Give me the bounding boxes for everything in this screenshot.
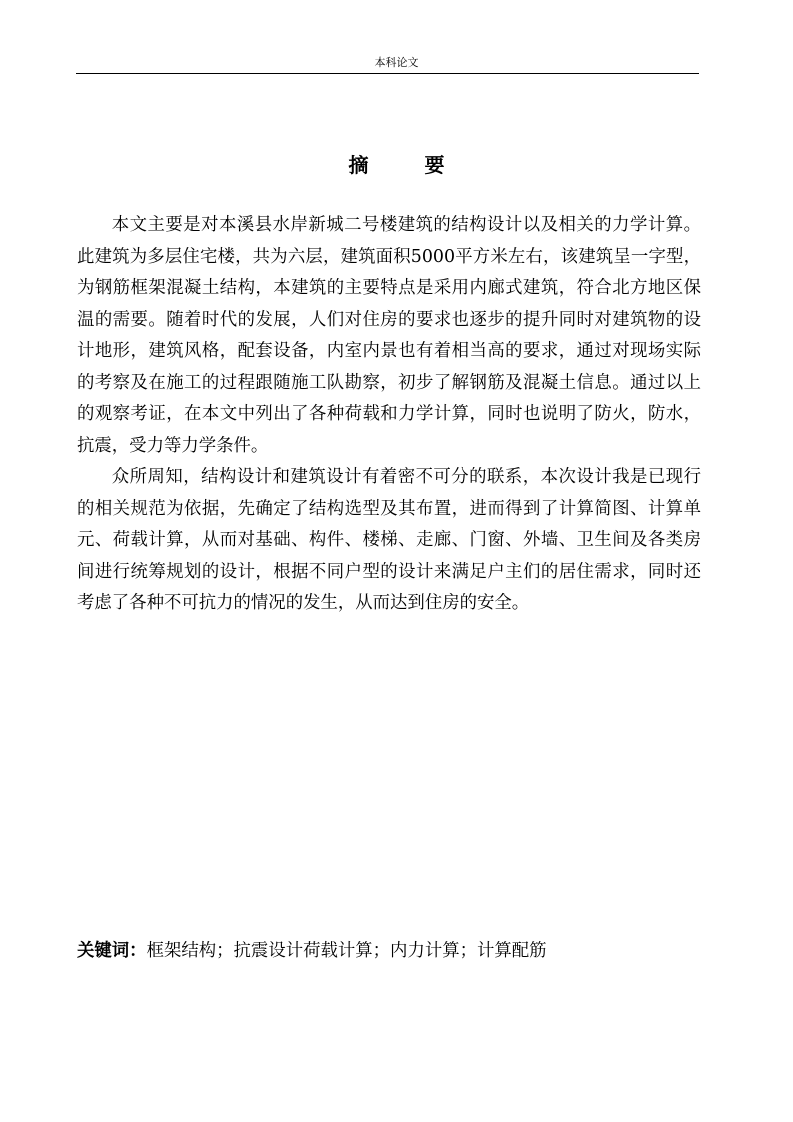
title-char-2: 要	[424, 153, 445, 177]
abstract-title	[0, 150, 793, 180]
title-char-1: 摘	[348, 153, 369, 177]
abstract-paragraph-1: 本文主要是对本溪县水岸新城二号楼建筑的结构设计以及相关的力学计算。此建筑为多层住宅楼，共为六层，建筑面积5000平方米左右，该建筑呈一字型，为钢筋框架混凝土结构，本建筑的主要特点是采用内廊式建筑，符合北方地区保温的需要。随着时代的发展，人们对住房的要求也逐步的提升同时对建筑物的设计地形，建筑风格，配套设备，内室内景也有着相当高的要求，通过对现场实际的考察及在施工的过程跟随施工队勘察，初步了解钢筋及混凝土信息。通过以上的观察考证，在本文中列出了各种荷载和力学计算，同时也说明了防火，防水，抗震，受力等力学条件。	[77, 215, 701, 456]
keywords-line	[77, 936, 701, 967]
abstract-paragraph-2: 众所周知，结构设计和建筑设计有着密不可分的联系，本次设计我是已现行的相关规范为依据，先确定了结构选型及其布置，进而得到了计算简图、计算单元、荷载计算，从而对基础、构件、楼梯、走廊、门窗、外墙、卫生间及各类房间进行统筹规划的设计，根据不同户型的设计来满足户主们的居住需求，同时还考虑了各种不可抗力的情况的发生，从而达到住房的安全。	[77, 467, 701, 613]
keywords-label: 关键词：	[77, 941, 147, 961]
keywords-text: 框架结构；抗震设计荷载计算；内力计算；计算配筋	[146, 941, 547, 961]
abstract-body	[77, 210, 701, 620]
page-header: 本科论文	[374, 56, 419, 69]
header-rule	[76, 73, 699, 74]
